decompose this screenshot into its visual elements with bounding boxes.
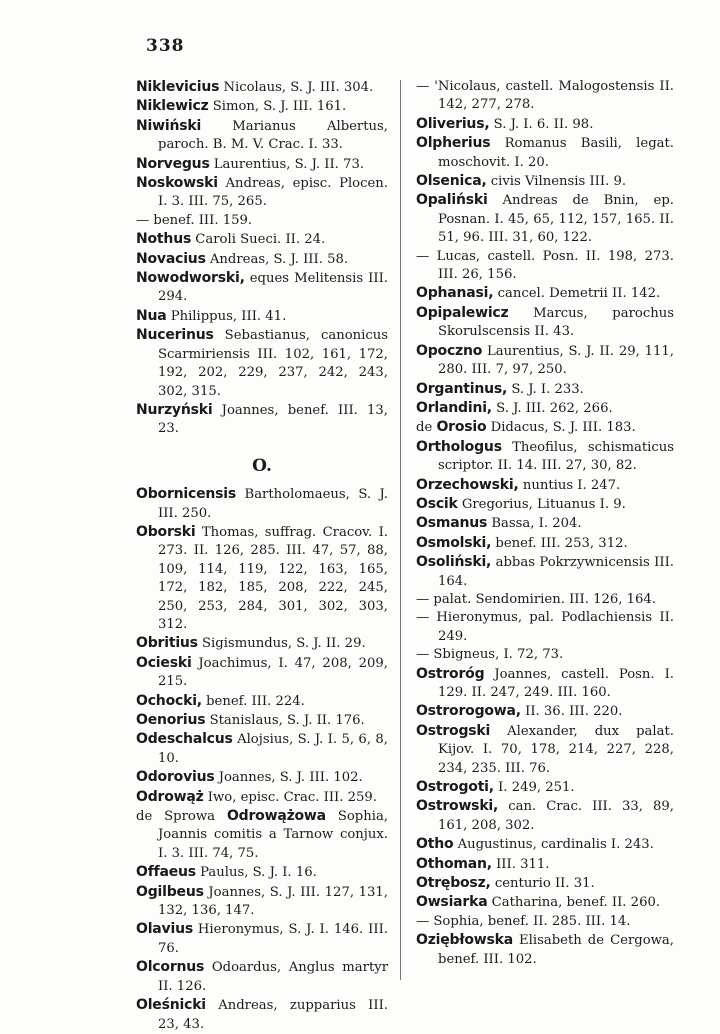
entry-headword: Niklewicz — [136, 98, 209, 115]
entry-text: III. 311. — [491, 856, 550, 872]
index-entry — [416, 476, 674, 495]
entry-headword: Osmanus — [416, 515, 488, 532]
entry-text: S. J. I. 233. — [507, 381, 584, 397]
page-number: 338 — [146, 36, 185, 56]
index-entry — [416, 191, 674, 247]
index-entry — [416, 284, 674, 303]
entry-headword: Nucerinus — [136, 327, 214, 344]
entry-headword: Odrowąż — [136, 788, 204, 805]
entry-headword: Nurzyński — [136, 401, 213, 418]
index-entry — [416, 778, 674, 797]
index-entry — [416, 553, 674, 591]
entry-text: Augustinus, cardinalis I. 243. — [453, 837, 654, 853]
entry-text: Catharina, benef. II. 260. — [487, 895, 661, 911]
entry-headword: Opipalewicz — [416, 304, 509, 321]
entry-headword: Norvegus — [136, 155, 210, 172]
index-entry — [416, 342, 674, 380]
entry-text: Alojsius, S. J. I. 5, 6, 8, 10. — [158, 732, 388, 766]
entry-text: — Sbigneus, I. 72, 73. — [416, 647, 564, 663]
index-entry — [416, 78, 674, 115]
index-entry — [136, 485, 388, 523]
index-entry — [136, 807, 388, 863]
entries-right — [416, 78, 674, 969]
entry-text: Bartholomaeus, S. J. III. 250. — [158, 487, 388, 521]
entry-text: Andreas, zupparius III. 23, 43. — [158, 998, 388, 1032]
entry-text: Alexander, dux palat. Kijov. I. 70, 178, 214, 227, 228, 234, 235. III. 76. — [438, 723, 674, 776]
entry-headword: Olavius — [136, 921, 193, 938]
entry-headword: Orlandini, — [416, 399, 492, 416]
entry-text: — palat. Sendomirien. III. 126, 164. — [416, 591, 657, 607]
entry-text: centurio II. 31. — [490, 876, 595, 892]
entry-text: abbas Pokrzywnicensis III. 164. — [438, 555, 674, 589]
entry-headword: Ogilbeus — [136, 883, 204, 900]
index-entry — [416, 438, 674, 476]
entry-text: II. 36. III. 220. — [520, 704, 623, 720]
entry-text: Andreas, episc. Plocen. I. 3. III. 75, 265. — [158, 176, 388, 210]
index-entry — [416, 797, 674, 835]
entry-headword: Odorovius — [136, 769, 215, 786]
entry-headword: Olcornus — [136, 959, 205, 976]
index-entry — [416, 248, 674, 285]
index-entry — [136, 523, 388, 634]
entries-after-o — [136, 485, 388, 1034]
index-entry — [136, 212, 388, 230]
entry-headword: Orzechowski, — [416, 476, 519, 493]
index-entry — [136, 97, 388, 116]
index-entry — [136, 155, 388, 174]
entry-headword: Ostrogoti, — [416, 779, 494, 796]
index-entry — [136, 117, 388, 155]
entry-headword: Opaliński — [416, 192, 488, 209]
entry-headword: Osoliński, — [416, 554, 492, 571]
entry-text: Theofilus, schismaticus scriptor. II. 14. III. 27, 30, 82. — [438, 439, 674, 474]
entry-text: Andreas, S. J. III. 58. — [205, 251, 349, 267]
entry-text: — Lucas, castell. Posn. II. 198, 273. III. 26, 156. — [416, 248, 674, 283]
index-entry — [136, 711, 388, 730]
index-entry — [136, 230, 388, 249]
entry-headword: Oleśnicki — [136, 997, 206, 1014]
entries-before-o — [136, 78, 388, 439]
entry-text: — Hieronymus, pal. Podlachiensis II. 249. — [416, 610, 674, 644]
entry-headword: Olpherius — [416, 135, 491, 152]
entry-text: Joannes, castell. Posn. I. 129. II. 247, 249. III. 160. — [438, 666, 674, 700]
index-entry — [416, 722, 674, 778]
entry-headword: Olsenica, — [416, 173, 487, 190]
entry-text: Thomas, suffrag. Cracov. I. 273. II. 126, 285. III. 47, 57, 88, 109, 114, 119, 122, 163, 165, 172, 182, 185, 208, 222, 245, 250, 253, 284, 301, 302, 303, 312. — [158, 524, 388, 632]
index-entry — [416, 134, 674, 172]
section-letter-o: O. — [252, 455, 272, 476]
index-entry — [136, 863, 388, 882]
index-entry — [136, 269, 388, 307]
entry-headword: Ostrorogowa, — [416, 703, 521, 720]
entry-headword: Obornicensis — [136, 486, 237, 503]
entry-text: Andreas de Bnin, ep. Posnan. I. 45, 65, 112, 157, 165. II. 51, 96. III. 31, 60, 122. — [438, 193, 674, 246]
index-entry — [136, 883, 388, 921]
index-entry — [416, 855, 674, 874]
index-entry — [416, 893, 674, 912]
entry-text: Sophia, Joannis comitis a Tarnow conjux. I. 3. III. 74, 75. — [158, 809, 389, 861]
entry-prefix: de Sprowa — [136, 809, 227, 825]
entry-headword: Oziębłowska — [416, 932, 514, 949]
entry-headword: Otho — [416, 836, 454, 853]
entry-headword: Oborski — [136, 523, 196, 540]
index-entry — [136, 788, 388, 807]
index-entry — [136, 401, 388, 439]
entry-text: Marianus Albertus, paroch. B. M. V. Crac. I. 33. — [158, 118, 388, 153]
entry-headword: Nothus — [136, 231, 192, 248]
entry-headword: Niwiński — [136, 117, 202, 134]
entry-text: Elisabeth de Cergowa, benef. III. 102. — [438, 933, 674, 967]
entry-headword: Ochocki, — [136, 692, 202, 709]
index-entry — [416, 380, 674, 399]
entry-headword: Odrowążowa — [226, 808, 326, 825]
entry-text: — 'Nicolaus, castell. Malogostensis II. 142, 277, 278. — [416, 79, 674, 113]
entry-headword: Ocieski — [136, 654, 192, 671]
index-entry — [136, 250, 388, 269]
index-entry — [136, 654, 388, 692]
index-entry — [416, 534, 674, 553]
entry-headword: Otrębosz, — [416, 875, 491, 892]
entry-headword: Opoczno — [416, 342, 483, 359]
entry-text: — benef. III. 159. — [136, 212, 253, 228]
entry-text: S. J. I. 6. II. 98. — [489, 116, 594, 132]
entry-text: civis Vilnensis III. 9. — [486, 174, 627, 190]
entry-headword: Niklevicius — [136, 79, 220, 95]
entry-headword: Ostrogski — [416, 722, 491, 739]
entry-text: S. J. III. 262, 266. — [491, 400, 613, 416]
left-column — [136, 78, 388, 1034]
column-divider — [400, 80, 401, 980]
index-entry — [416, 172, 674, 191]
index-entry — [416, 835, 674, 854]
entry-text: Caroli Sueci. II. 24. — [191, 232, 326, 248]
entry-headword: Offaeus — [136, 864, 196, 881]
index-entry — [416, 874, 674, 893]
entry-text: Sigismundus, S. J. II. 29. — [197, 636, 366, 652]
entry-text: can. Crac. III. 33, 89, 161, 208, 302. — [438, 799, 674, 833]
index-entry — [136, 634, 388, 653]
entry-headword: Noskowski — [136, 175, 218, 192]
entry-text: Philippus, III. 41. — [166, 308, 287, 324]
entry-text: Odoardus, Anglus martyr II. 126. — [158, 960, 388, 994]
entry-headword: Nowodworski, — [136, 270, 245, 287]
entry-text: Simon, S. J. III. 161. — [208, 99, 347, 115]
index-entry — [416, 609, 674, 646]
entry-text: benef. III. 253, 312. — [491, 535, 628, 551]
entry-headword: Ophanasi, — [416, 285, 494, 302]
entry-text: Nicolaus, S. J. III. 304. — [219, 80, 374, 95]
index-entry — [416, 418, 674, 437]
entry-headword: Oliverius, — [416, 115, 490, 132]
index-entry — [416, 646, 674, 664]
index-entry — [136, 920, 388, 958]
entry-text: eques Melitensis III. 294. — [158, 271, 388, 305]
entry-text: Romanus Basili, legat. moschovit. I. 20. — [438, 136, 674, 170]
entry-headword: Oscik — [416, 495, 458, 512]
index-entry — [416, 913, 674, 931]
entry-headword: Odeschalcus — [136, 731, 233, 748]
entry-headword: Othoman, — [416, 855, 492, 872]
entry-text: Gregorius, Lituanus I. 9. — [457, 496, 626, 512]
index-entry — [136, 958, 388, 996]
entry-headword: Orosio — [436, 419, 487, 436]
index-entry — [136, 78, 388, 97]
index-entry — [416, 399, 674, 418]
index-entry — [136, 307, 388, 326]
index-entry — [416, 495, 674, 514]
entry-text: — Sophia, benef. II. 285. III. 14. — [416, 913, 631, 929]
entry-text: Joachimus, I. 47, 208, 209, 215. — [158, 655, 388, 690]
entry-headword: Orthologus — [416, 438, 502, 455]
entry-text: I. 249, 251. — [493, 780, 575, 796]
index-entry — [136, 768, 388, 787]
entry-text: Marcus, parochus Skorulscensis II. 43. — [438, 305, 674, 340]
index-entry — [416, 665, 674, 703]
index-entry — [416, 304, 674, 342]
entry-text: Laurentius, S. J. II. 73. — [209, 156, 365, 172]
entry-headword: Owsiarka — [416, 894, 488, 911]
index-entry — [416, 702, 674, 721]
entry-text: Joannes, benef. III. 13, 23. — [158, 402, 388, 437]
index-entry — [416, 115, 674, 134]
entry-headword: Organtinus, — [416, 380, 508, 397]
entry-prefix: de — [416, 420, 437, 436]
entry-text: benef. III. 224. — [201, 693, 305, 709]
entry-text: Laurentius, S. J. II. 29, 111, 280. III. 7, 97, 250. — [438, 343, 674, 378]
entry-text: Hieronymus, S. J. I. 146. III. 76. — [158, 922, 388, 956]
index-entry — [136, 692, 388, 711]
right-column — [416, 78, 674, 969]
index-entry — [136, 174, 388, 212]
entry-headword: Osmolski, — [416, 534, 492, 551]
index-entry — [416, 514, 674, 533]
entry-headword: Ostrowski, — [416, 798, 499, 815]
entry-headword: Nua — [136, 307, 167, 324]
entry-text: Iwo, episc. Crac. III. 259. — [203, 789, 377, 805]
index-entry — [136, 730, 388, 768]
entry-text: Sebastianus, canonicus Scarmiriensis III. 102, 161, 172, 192, 202, 229, 237, 242, 243, 302, 315. — [158, 328, 388, 399]
entry-text: Joannes, S. J. III. 127, 131, 132, 136, 147. — [158, 884, 388, 919]
index-entry — [136, 326, 388, 401]
entry-headword: Obritius — [136, 635, 198, 652]
index-entry — [136, 996, 388, 1034]
entry-text: cancel. Demetrii II. 142. — [493, 286, 661, 302]
entry-text: Joannes, S. J. III. 102. — [214, 770, 363, 786]
entry-text: Bassa, I. 204. — [487, 516, 582, 532]
index-entry — [416, 591, 674, 609]
entry-text: nuntius I. 247. — [518, 477, 621, 493]
entry-headword: Ostroróg — [416, 665, 485, 682]
entry-text: Didacus, S. J. III. 183. — [486, 420, 636, 436]
index-entry — [416, 931, 674, 969]
entry-headword: Novacius — [136, 250, 206, 267]
entry-text: Paulus, S. J. I. 16. — [195, 865, 317, 881]
entry-text: Stanislaus, S. J. II. 176. — [205, 713, 365, 728]
entry-headword: Oenorius — [136, 712, 206, 728]
